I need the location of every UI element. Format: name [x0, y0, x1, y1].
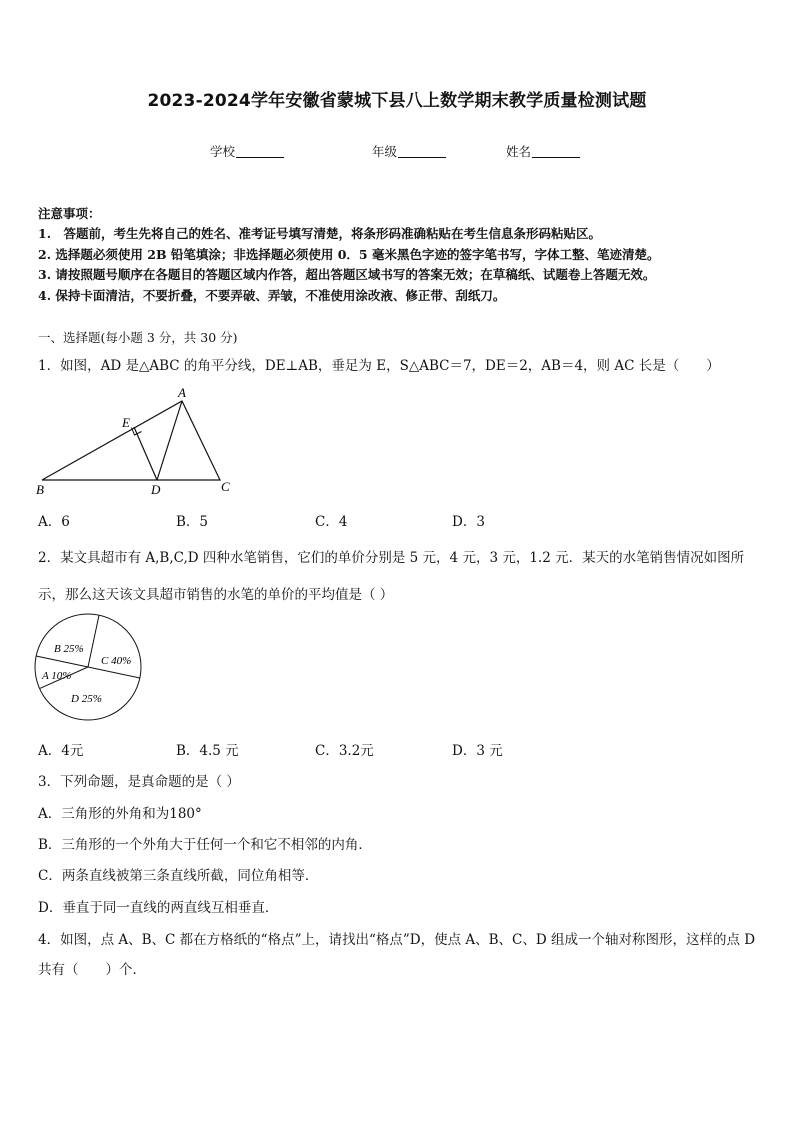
note-item: 3. 请按照题号顺序在各题目的答题区域内作答，超出答题区域书写的答案无效；在草稿纸、试题卷上答题无效。 — [38, 267, 656, 282]
question-3-stem: 3．下列命题，是真命题的是（ ） — [38, 774, 240, 790]
segment-de — [134, 427, 157, 480]
pie-label-c: C 40% — [101, 655, 132, 667]
label-b: B — [36, 482, 44, 497]
name-blank — [532, 144, 580, 158]
q1-option-c: C．4 — [315, 514, 348, 530]
pie-label-d: D 25% — [71, 693, 102, 705]
label-c: C — [221, 479, 230, 494]
question-1-stem: 1．如图，AD 是△ABC 的角平分线，DE⊥AB，垂足为 E，S△ABC＝7，DE＝2，AB＝4，则 AC 长是（ ） — [38, 358, 720, 374]
name-label: 姓名 — [506, 144, 532, 159]
label-a: A — [178, 385, 186, 400]
pie-label-b: B 25% — [54, 643, 84, 655]
q2-option-b: B．4.5 元 — [176, 743, 239, 759]
question-4-line-2: 共有（ ）个． — [38, 962, 146, 978]
grade-blank — [398, 144, 446, 158]
name-field — [506, 142, 580, 160]
school-field — [210, 142, 284, 160]
note-item: 1. 答题前，考生先将自己的姓名、准考证号填写清楚，将条形码准确粘贴在考生信息条形码粘贴区。 — [38, 226, 602, 241]
section-heading: 一、选择题(每小题 3 分，共 30 分) — [38, 330, 238, 345]
q3-option-d: D．垂直于同一直线的两直线互相垂直． — [38, 900, 279, 916]
note-item: 4. 保持卡面清洁，不要折叠，不要弄破、弄皱，不准使用涂改液、修正带、刮纸刀。 — [38, 288, 506, 303]
q3-option-a: A．三角形的外角和为180° — [38, 806, 202, 822]
question-2-line-2: 示，那么这天该文具超市销售的水笔的单价的平均值是（ ） — [38, 587, 394, 603]
label-e: E — [122, 415, 130, 430]
q1-triangle-figure — [30, 380, 250, 500]
grade-field — [372, 142, 446, 160]
note-item: 2. 选择题必须使用 2B 铅笔填涂；非选择题必须使用 0．5 毫米黑色字迹的签字笔书写，字体工整、笔迹清楚。 — [38, 247, 660, 262]
q3-option-b: B．三角形的一个外角大于任何一个和它不相邻的内角． — [38, 837, 372, 853]
school-blank — [236, 144, 284, 158]
q1-option-a: A．6 — [38, 514, 70, 530]
triangle-abc — [42, 401, 220, 480]
q1-option-b: B．5 — [176, 514, 209, 530]
q2-option-d: D．3 元 — [452, 743, 503, 759]
page-title: 2023-2024学年安徽省蒙城下县八上数学期末教学质量检测试题 — [147, 91, 647, 111]
label-d: D — [151, 482, 161, 497]
q2-pie-chart — [34, 610, 148, 726]
q2-option-c: C．3.2元 — [315, 743, 374, 759]
pie-label-a: A 10% — [42, 670, 72, 682]
question-2-line-1: 2．某文具超市有 A,B,C,D 四种水笔销售，它们的单价分别是 5 元，4 元，3 元，1.2 元．某天的水笔销售情况如图所 — [38, 550, 745, 566]
school-label: 学校 — [210, 144, 236, 159]
notes-heading: 注意事项： — [38, 206, 101, 221]
q2-option-a: A．4元 — [38, 743, 84, 759]
grade-label: 年级 — [372, 144, 398, 159]
question-4-line-1: 4．如图，点 A、B、C 都在方格纸的“格点”上，请找出“格点”D，使点 A、B、C、D 组成一个轴对称图形，这样的点 D — [38, 932, 756, 948]
q3-option-c: C．两条直线被第三条直线所截，同位角相等． — [38, 868, 319, 884]
q1-option-d: D．3 — [452, 514, 485, 530]
